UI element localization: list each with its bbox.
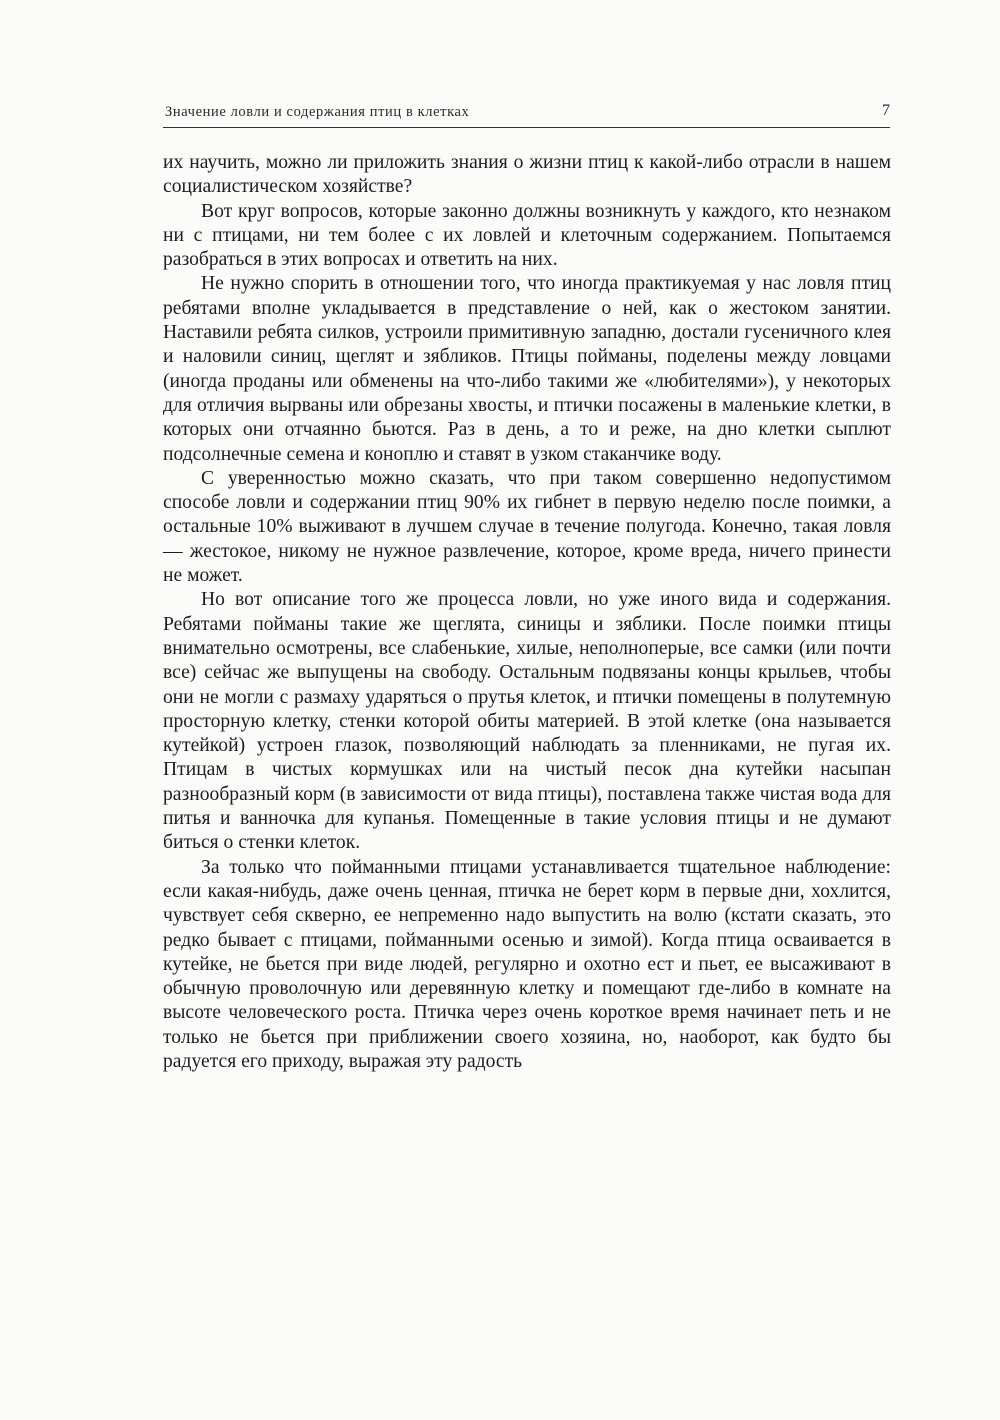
- body-text: [163, 151, 891, 1074]
- paragraph-questions: Вот круг вопросов, которые законно должны возникнуть у каждого, кто незнаком ни с птицами, ни тем более с их ловлей и клеточным содержанием. Попытаемся разобраться в этих вопросах и ответить на них.: [163, 200, 891, 271]
- page-header: [163, 101, 890, 128]
- paragraph-proper-catching: Но вот описание того же процесса ловли, но уже иного вида и содержания. Ребятами пойманы такие же щеглята, синицы и зяблики. После поимки птицы внимательно осмотрены, все слабенькие, хилые, неполноперые, все самки (или почти все) сейчас же выпущены на свободу. Остальным подвязаны концы крыльев, чтобы они не могли с размаху ударяться о прутья клеток, и птички помещены в полутемную просторную клетку, стенки которой обиты материей. В этой клетке (она называется кутейкой) устроен глазок, позволяющий наблюдать за пленниками, не пугая их. Птицам в чистых кормушках или на чистый песок дна кутейки насыпан разнообразный корм (в зависимости от вида птицы), поставлена также чистая вода для питья и ванночка для купанья. Помещенные в такие условия птицы и не думают биться о стенки клеток.: [163, 589, 891, 854]
- paragraph-observation: За только что пойманными птицами устанавливается тщательное наблюдение: если какая-нибудь, даже очень ценная, птичка не берет корм в первые дни, хохлится, чувствует себя скверно, ее непременно надо выпустить на волю (кстати сказать, это редко бывает с птицами, пойманными осенью и зимой). Когда птица осваивается в кутейке, не бьется при виде людей, регулярно и охотно ест и пьет, ее высаживают в обычную проволочную или деревянную клетку и помещают где-либо в комнате на высоте человеческого роста. Птичка через очень короткое время начинает петь и не только не бьется при приближении своего хозяина, но, наоборот, как будто бы радуется его приходу, выражая эту радость: [163, 856, 891, 1072]
- paragraph-continuation: их научить, можно ли приложить знания о жизни птиц к какой-либо отрасли в нашем социалистическом хозяйстве?: [163, 152, 891, 198]
- running-title: Значение ловли и содержания птиц в клетках: [165, 104, 470, 120]
- page-number: 7: [882, 102, 890, 119]
- paragraph-mortality: С уверенностью можно сказать, что при таком совершенно недопустимом способе ловли и содержании птиц 90% их гибнет в первую неделю после поимки, а остальные 10% выживают в лучшем случае в течение полугода. Конечно, такая ловля — жестокое, никому не нужное развлечение, которое, кроме вреда, ничего принести не может.: [163, 467, 891, 587]
- paragraph-cruel-catching: Не нужно спорить в отношении того, что иногда практикуемая у нас ловля птиц ребятами вполне укладывается в представление о ней, как о жестоком занятии. Наставили ребята силков, устроили примитивную западню, достали гусеничного клея и наловили синиц, щеглят и зябликов. Птицы пойманы, поделены между ловцами (иногда проданы или обменены на что-либо такими же «любителями»), у некоторых для отличия вырваны или обрезаны хвосты, и птички посажены в маленькие клетки, в которых они отчаянно бьются. Раз в день, а то и реже, на дно клетки сыплют подсолнечные семена и коноплю и ставят в узком стаканчике воду.: [163, 273, 891, 465]
